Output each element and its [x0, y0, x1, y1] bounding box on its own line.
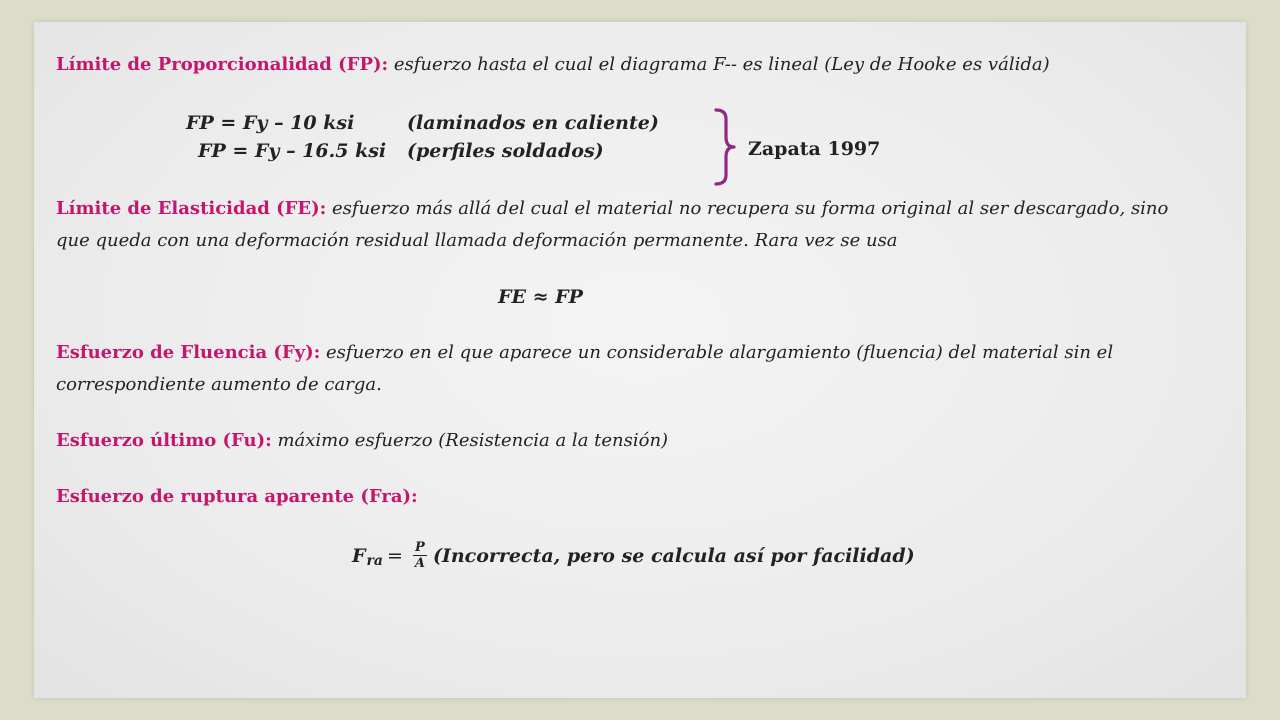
formula-line1-note: (laminados en caliente) — [407, 112, 659, 134]
formula-subscript: ra — [366, 552, 383, 569]
fra-term: Esfuerzo de ruptura aparente (Fra): — [56, 486, 418, 507]
fe-definition-line1: esfuerzo más allá del cual el material no recupera su forma original al ser descargado, sino — [326, 198, 1169, 219]
slide — [34, 22, 1246, 698]
fp-paragraph — [56, 54, 1050, 75]
formula-denominator: A — [414, 556, 425, 571]
fu-term: Esfuerzo último (Fu): — [56, 430, 272, 451]
fy-definition-line1: esfuerzo en el que aparece un considerable alargamiento (fluencia) del material sin el — [320, 342, 1114, 363]
fe-term: Límite de Elasticidad (FE): — [56, 198, 327, 219]
fra-paragraph — [56, 486, 418, 507]
reference-label: Zapata 1997 — [748, 138, 881, 160]
fu-definition: máximo esfuerzo (Resistencia a la tensión) — [271, 430, 669, 451]
fy-definition-line2: correspondiente aumento de carga. — [56, 374, 382, 395]
fp-term: Límite de Proporcionalidad (FP): — [56, 54, 389, 75]
fe-paragraph — [56, 198, 1168, 219]
curly-bracket-icon — [710, 107, 740, 187]
fe-approx: FE ≈ FP — [498, 286, 583, 308]
fp-definition: esfuerzo hasta el cual el diagrama F-‐ es lineal (Ley de Hooke es válida) — [388, 54, 1050, 75]
formula-equals: = — [386, 544, 403, 567]
formula-numerator: P — [415, 540, 425, 555]
formula-line2-eq: FP = Fy – 16.5 ksi — [198, 140, 387, 162]
formula-line1-eq: FP = Fy – 10 ksi — [186, 112, 355, 134]
fra-formula — [352, 540, 915, 571]
fe-definition-line2: que queda con una deformación residual llamada deformación permanente. Rara vez se usa — [56, 230, 898, 251]
formula-line2-note: (perfiles soldados) — [407, 140, 604, 162]
formula-fraction — [413, 540, 427, 571]
formula-lhs: F — [352, 544, 366, 567]
formula-note: (Incorrecta, pero se calcula así por facilidad) — [432, 544, 915, 567]
fu-paragraph — [56, 430, 668, 451]
fy-term: Esfuerzo de Fluencia (Fy): — [56, 342, 321, 363]
fy-paragraph — [56, 342, 1113, 363]
